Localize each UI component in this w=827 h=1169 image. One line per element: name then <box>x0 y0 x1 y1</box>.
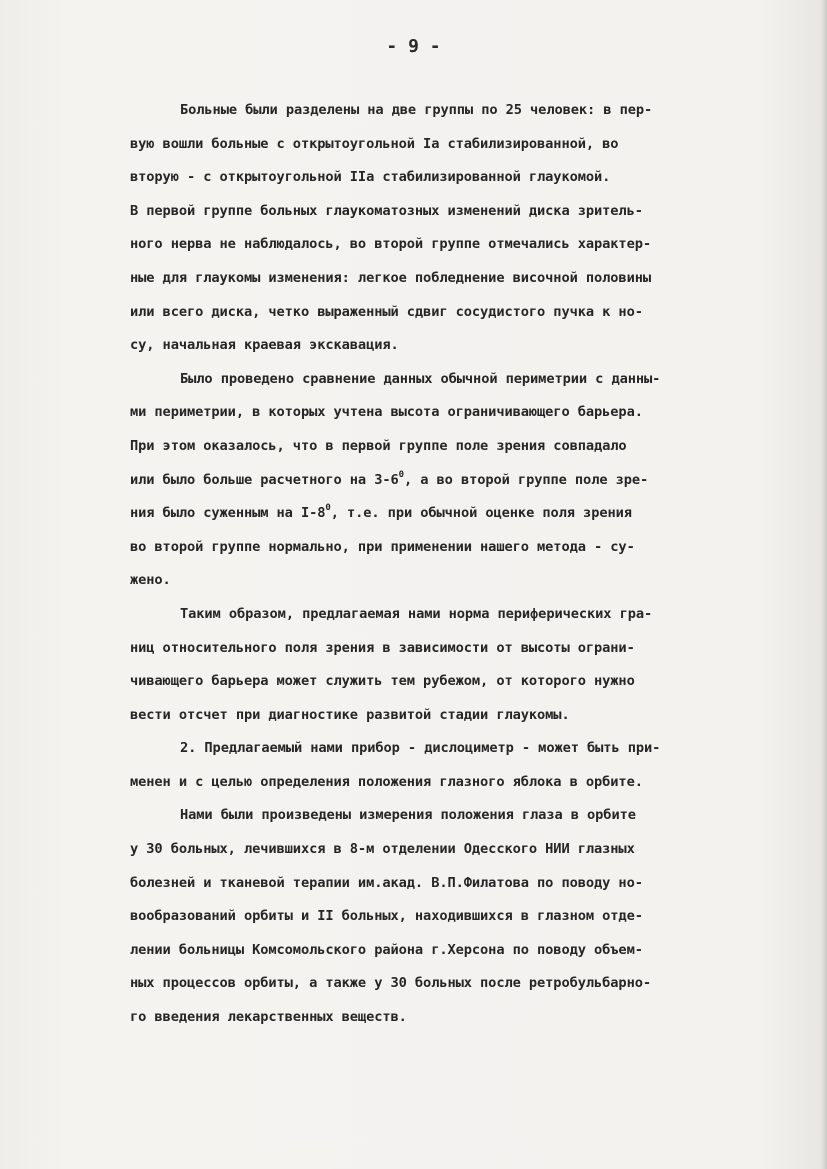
text-line: Было проведено сравнение данных обычной периметрии с данны- <box>180 370 661 387</box>
text-line: Нами были произведены измерения положения глаза в орбите <box>180 807 636 824</box>
text-line: вести отсчет при диагностике развитой стадии глаукомы. <box>130 706 570 723</box>
page-edge-shadow <box>821 0 827 1169</box>
text-line: лении больницы Комсомольского района г.Херсона по поводу объем- <box>130 941 643 958</box>
text-segment: , т.е. при обычной оценке поля зрения <box>330 505 632 522</box>
text-line: Таким образом, предлагаемая нами норма периферических гра- <box>180 605 653 622</box>
text-line: менен и с целью определения положения глазного яблока в орбите. <box>130 773 643 790</box>
text-segment: или было больше расчетного на 3-6 <box>130 471 399 488</box>
body-text <box>130 94 790 1035</box>
text-line: ных процессов орбиты, а также у 30 больных после ретробульбарно- <box>130 975 651 992</box>
text-line: су, начальная краевая экскавация. <box>130 337 399 354</box>
text-line: во второй группе нормально, при применении нашего метода - су- <box>130 538 635 555</box>
text-line-with-degree <box>130 464 790 498</box>
degree-superscript: 0 <box>398 469 404 480</box>
text-line: вую вошли больные с открытоугольной Iа стабилизированной, во <box>130 135 619 152</box>
text-line: В первой группе больных глаукоматозных изменений диска зритель- <box>130 202 643 219</box>
text-segment: , а во второй группе поле зре- <box>403 471 649 488</box>
page-number: - 9 - <box>386 36 441 57</box>
text-line: ного нерва не наблюдалось, во второй группе отмечались характер- <box>130 236 651 253</box>
text-line: При этом оказалось, что в первой группе поле зрения совпадало <box>130 437 627 454</box>
text-line: чивающего барьера может служить тем рубежом, от которого нужно <box>130 673 635 690</box>
text-line: Больные были разделены на две группы по 25 человек: в пер- <box>180 102 653 118</box>
text-line: ми периметрии, в которых учтена высота ограничивающего барьера. <box>130 404 643 421</box>
text-line-with-degree <box>130 497 790 531</box>
text-line: ниц относительного поля зрения в зависимости от высоты ограни- <box>130 639 635 656</box>
text-line: го введения лекарственных веществ. <box>130 1009 407 1026</box>
text-line: жено. <box>130 572 171 589</box>
text-line: ные для глаукомы изменения: легкое побледнение височной половины <box>130 269 651 286</box>
degree-superscript: 0 <box>325 503 331 514</box>
text-line: у 30 больных, лечившихся в 8-м отделении Одесского НИИ глазных <box>130 841 635 858</box>
text-line: вторую - с открытоугольной IIа стабилизированной глаукомой. <box>130 169 611 186</box>
text-line: вообразований орбиты и II больных, находившихся в глазном отде- <box>130 908 643 925</box>
text-line: или всего диска, четко выраженный сдвиг сосудистого пучка к но- <box>130 303 643 320</box>
text-line: болезней и тканевой терапии им.акад. В.П.Филатова по поводу но- <box>130 874 643 891</box>
text-segment: ния было суженным на I-8 <box>130 505 326 522</box>
text-line: 2. Предлагаемый нами прибор - дислоциметр - может быть при- <box>180 740 661 757</box>
